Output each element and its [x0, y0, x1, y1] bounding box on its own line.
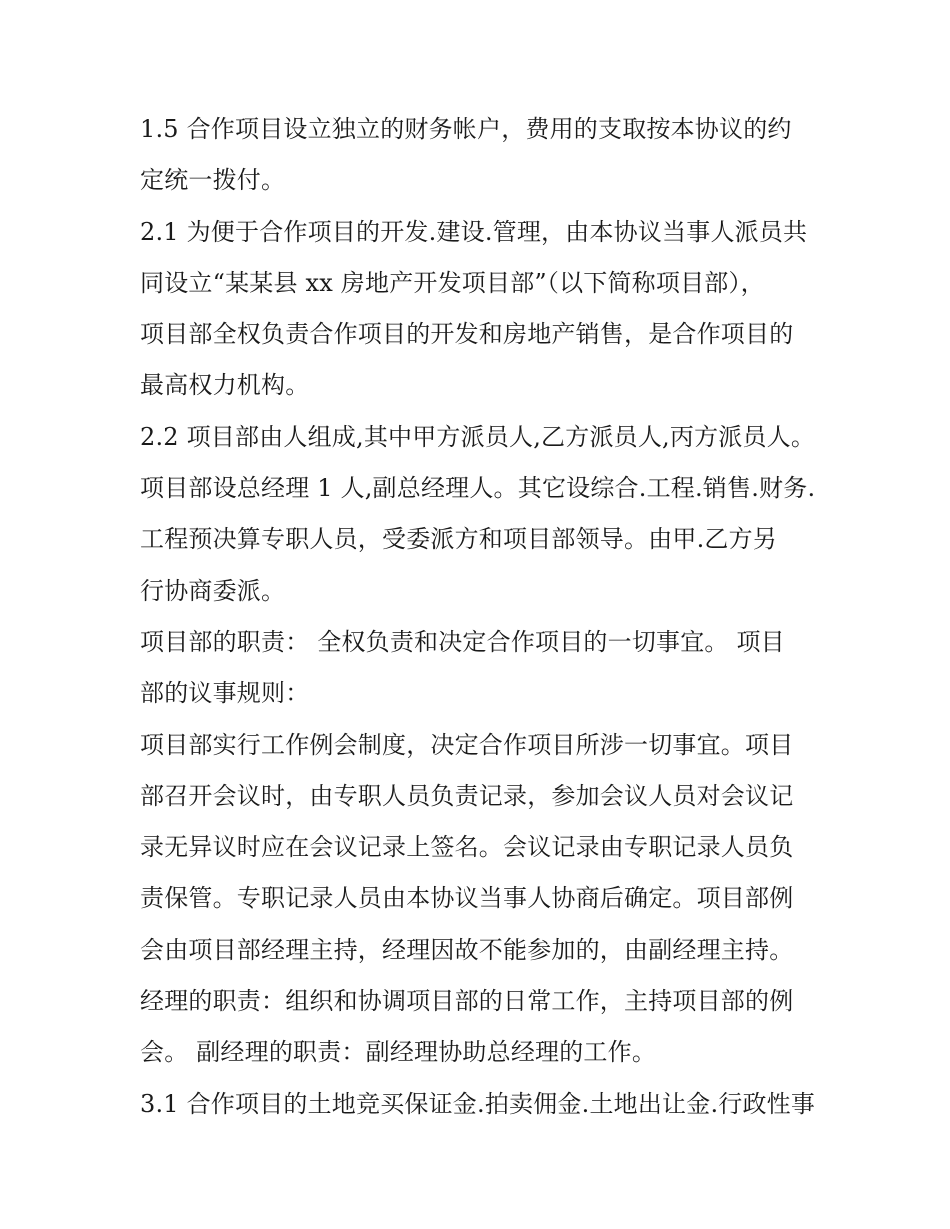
text-line: 2.1 为便于合作项目的开发.建设.管理，由本协议当事人派员共	[140, 217, 808, 246]
text-line: 部的议事规则：	[140, 679, 310, 708]
text-line: 经理的职责：组织和协调项目部的日常工作，主持项目部的例	[140, 987, 794, 1016]
text-line: 2.2 项目部由人组成,其中甲方派员人,乙方派员人,丙方派员人。	[140, 422, 816, 451]
text-line: 定统一拨付。	[140, 166, 286, 195]
text-line: 3.1 合作项目的土地竞买保证金.拍卖佣金.土地出让金.行政性事	[140, 1089, 816, 1118]
text-line: 部召开会议时，由专职人员负责记录，参加会议人员对会议记	[140, 781, 794, 810]
text-line: 项目部全权负责合作项目的开发和房地产销售，是合作项目的	[140, 320, 794, 349]
text-line: 行协商委派。	[140, 576, 286, 605]
text-line: 责保管。专职记录人员由本协议当事人协商后确定。项目部例	[140, 884, 794, 913]
text-line: 项目部实行工作例会制度，决定合作项目所涉一切事宜。项目	[140, 730, 794, 759]
text-line: 会由项目部经理主持，经理因故不能参加的，由副经理主持。	[140, 935, 794, 964]
text-line: 工程预决算专职人员，受委派方和项目部领导。由甲.乙方另	[140, 525, 778, 554]
text-line: 最高权力机构。	[140, 371, 310, 400]
text-line: 项目部设总经理 1 人,副总经理人。其它设综合.工程.销售.财务.	[140, 474, 816, 503]
text-line: 1.5 合作项目设立独立的财务帐户，费用的支取按本协议的约	[140, 115, 792, 143]
text-line: 录无异议时应在会议记录上签名。会议记录由专职记录人员负	[140, 833, 794, 862]
text-line: 会。 副经理的职责：副经理协助总经理的工作。	[140, 1038, 657, 1067]
agreement-text	[140, 104, 830, 1130]
text-line: 同设立“某某县 xx 房地产开发项目部”（以下简称项目部），	[140, 268, 765, 297]
text-line: 项目部的职责： 全权负责和决定合作项目的一切事宜。 项目	[140, 627, 785, 656]
